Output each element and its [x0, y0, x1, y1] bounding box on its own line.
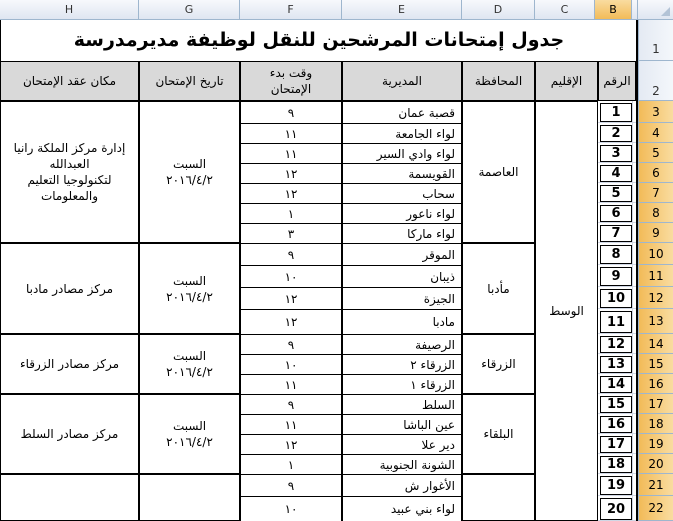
start-time-cell[interactable]: ١: [240, 454, 342, 475]
directorate-cell[interactable]: الأغوار ش: [342, 474, 462, 497]
row-header[interactable]: 16: [638, 374, 673, 394]
row-number-cell[interactable]: 3: [600, 145, 632, 162]
start-time-cell[interactable]: ٩: [240, 243, 342, 266]
governorate-cell[interactable]: [462, 474, 535, 521]
directorate-cell[interactable]: لواء بني عبيد: [342, 496, 462, 521]
row-header[interactable]: 14: [638, 334, 673, 354]
start-time-cell[interactable]: ١: [240, 203, 342, 224]
start-time-cell[interactable]: ١٢: [240, 309, 342, 335]
governorate-cell[interactable]: الزرقاء: [462, 334, 535, 394]
row-header[interactable]: 20: [638, 454, 673, 474]
start-time-cell[interactable]: ٩: [240, 394, 342, 415]
row-header[interactable]: 19: [638, 434, 673, 454]
header-date[interactable]: تاريخ الإمتحان: [139, 61, 240, 101]
header-start-time-line2: الإمتحان: [270, 82, 312, 96]
start-time-cell[interactable]: ٩: [240, 334, 342, 355]
row-header[interactable]: 22: [638, 496, 673, 521]
directorate-cell[interactable]: عين الباشا: [342, 414, 462, 435]
row-header[interactable]: 10: [638, 243, 673, 265]
row-number-cell[interactable]: 17: [600, 436, 632, 453]
column-header-d[interactable]: D: [462, 0, 535, 20]
date-day: السبت: [172, 349, 207, 363]
row-header[interactable]: 18: [638, 414, 673, 434]
row-number-cell[interactable]: 2: [600, 125, 632, 142]
header-start-time-line1: وقت بدء: [269, 66, 313, 80]
date-cell[interactable]: [139, 101, 240, 243]
location-cell[interactable]: مركز مصادر مادبا: [0, 243, 139, 334]
date-day: السبت: [172, 273, 207, 288]
row-number-cell[interactable]: 13: [600, 356, 632, 373]
sheet-title[interactable]: جدول إمتحانات المرشحين للنقل لوظيفة مديرمدرسة: [0, 20, 638, 61]
location-line1: إدارة مركز الملكة رانيا العبدالله: [13, 141, 126, 171]
row-number-cell[interactable]: 18: [600, 456, 632, 473]
table-right-border: [636, 20, 638, 521]
header-start-time[interactable]: [240, 61, 342, 101]
date-day: السبت: [172, 157, 207, 171]
start-time-cell[interactable]: ١١: [240, 374, 342, 395]
column-header-e[interactable]: E: [342, 0, 462, 20]
directorate-cell[interactable]: سحاب: [342, 183, 462, 204]
row-number-cell[interactable]: 1: [600, 103, 632, 122]
start-time-cell[interactable]: ١٢: [240, 183, 342, 204]
governorate-cell[interactable]: البلقاء: [462, 394, 535, 474]
header-num[interactable]: الرقم: [598, 61, 636, 101]
row-header[interactable]: 1: [638, 20, 673, 61]
start-time-cell[interactable]: ١٠: [240, 354, 342, 375]
start-time-cell[interactable]: ١٢: [240, 287, 342, 310]
column-header-h[interactable]: H: [0, 0, 139, 20]
row-header[interactable]: 5: [638, 143, 673, 163]
header-region[interactable]: الإقليم: [535, 61, 598, 101]
start-time-cell[interactable]: ١٢: [240, 163, 342, 184]
row-number-cell[interactable]: 5: [600, 185, 632, 202]
directorate-cell[interactable]: لواء وادي السير: [342, 143, 462, 164]
directorate-cell[interactable]: لواء الجامعة: [342, 123, 462, 144]
directorate-cell[interactable]: ذيبان: [342, 265, 462, 288]
location-cell[interactable]: مركز مصادر السلط: [0, 394, 139, 474]
column-header-f[interactable]: F: [240, 0, 342, 20]
directorate-cell[interactable]: لواء ماركا: [342, 223, 462, 244]
date-value: ٢٠١٦/٤/٢: [166, 365, 213, 379]
row-number-cell[interactable]: 11: [600, 311, 632, 333]
location-line2: لتكنولوجيا التعليم والمعلومات: [27, 173, 112, 203]
date-value: ٢٠١٦/٤/٢: [166, 173, 213, 187]
select-all-icon: [661, 7, 670, 16]
row-header[interactable]: 6: [638, 163, 673, 183]
column-header-c[interactable]: C: [535, 0, 595, 20]
table-left-border: [0, 20, 1, 521]
directorate-cell[interactable]: قصبة عمان: [342, 101, 462, 124]
header-location[interactable]: مكان عقد الإمتحان: [0, 61, 139, 101]
start-time-cell[interactable]: ١٢: [240, 434, 342, 455]
row-header[interactable]: 8: [638, 203, 673, 223]
row-number-cell[interactable]: 15: [600, 396, 632, 413]
start-time-cell[interactable]: ١١: [240, 414, 342, 435]
location-cell[interactable]: مركز مصادر الزرقاء: [0, 334, 139, 394]
start-time-cell[interactable]: ١٠: [240, 496, 342, 521]
start-time-cell[interactable]: ١١: [240, 123, 342, 144]
row-number-cell[interactable]: 7: [600, 225, 632, 242]
row-header[interactable]: 3: [638, 101, 673, 123]
row-header[interactable]: 9: [638, 223, 673, 243]
date-cell[interactable]: [139, 334, 240, 394]
row-number-cell[interactable]: 16: [600, 416, 632, 433]
directorate-cell[interactable]: الجيزة: [342, 287, 462, 310]
row-number-cell[interactable]: 6: [600, 205, 632, 222]
region-cell[interactable]: الوسط: [535, 101, 598, 521]
directorate-cell[interactable]: الزرقاء ١: [342, 374, 462, 395]
directorate-cell[interactable]: الموقر: [342, 243, 462, 266]
date-value: ٢٠١٦/٤/٢: [166, 435, 213, 449]
row-number-cell[interactable]: 19: [600, 476, 632, 495]
directorate-cell[interactable]: الشونة الجنوبية: [342, 454, 462, 475]
row-number-cell[interactable]: 9: [600, 267, 632, 286]
header-directorate[interactable]: المديرية: [342, 61, 462, 101]
row-header[interactable]: 21: [638, 474, 673, 496]
governorate-cell[interactable]: العاصمة: [462, 101, 535, 243]
start-time-cell[interactable]: ٩: [240, 474, 342, 497]
row-number-cell[interactable]: 8: [600, 245, 632, 264]
date-cell[interactable]: [139, 394, 240, 474]
header-governorate[interactable]: المحافظة: [462, 61, 535, 101]
row-header[interactable]: 4: [638, 123, 673, 143]
row-header[interactable]: 2: [638, 61, 673, 101]
start-time-cell[interactable]: ٣: [240, 223, 342, 244]
start-time-cell[interactable]: ١١: [240, 143, 342, 164]
row-header[interactable]: 11: [638, 265, 673, 287]
start-time-cell[interactable]: ١٠: [240, 265, 342, 288]
row-header[interactable]: 17: [638, 394, 673, 414]
row-header[interactable]: 15: [638, 354, 673, 374]
column-header-g[interactable]: G: [139, 0, 240, 20]
row-header[interactable]: 12: [638, 287, 673, 309]
select-all-corner[interactable]: [638, 0, 673, 20]
row-number-cell[interactable]: 10: [600, 289, 632, 308]
directorate-cell[interactable]: لواء ناعور: [342, 203, 462, 224]
date-day: السبت: [172, 419, 207, 433]
directorate-cell[interactable]: مادبا: [342, 309, 462, 335]
location-cell[interactable]: [0, 474, 139, 521]
directorate-cell[interactable]: القويسمة: [342, 163, 462, 184]
directorate-cell[interactable]: السلط: [342, 394, 462, 415]
location-cell[interactable]: [0, 101, 139, 243]
row-number-cell[interactable]: 4: [600, 165, 632, 182]
directorate-cell[interactable]: دير علا: [342, 434, 462, 455]
directorate-cell[interactable]: الزرقاء ٢: [342, 354, 462, 375]
date-cell[interactable]: [139, 243, 240, 334]
column-header-b[interactable]: B: [595, 0, 632, 20]
date-value: ٢٠١٦/٤/٢: [166, 289, 213, 304]
start-time-cell[interactable]: ٩: [240, 101, 342, 124]
row-number-cell[interactable]: 14: [600, 376, 632, 393]
row-header[interactable]: 7: [638, 183, 673, 203]
row-number-cell[interactable]: 12: [600, 336, 632, 353]
row-header[interactable]: 13: [638, 309, 673, 334]
directorate-cell[interactable]: الرصيفة: [342, 334, 462, 355]
row-number-cell[interactable]: 20: [600, 498, 632, 520]
governorate-cell[interactable]: مأدبا: [462, 243, 535, 334]
date-cell[interactable]: [139, 474, 240, 521]
